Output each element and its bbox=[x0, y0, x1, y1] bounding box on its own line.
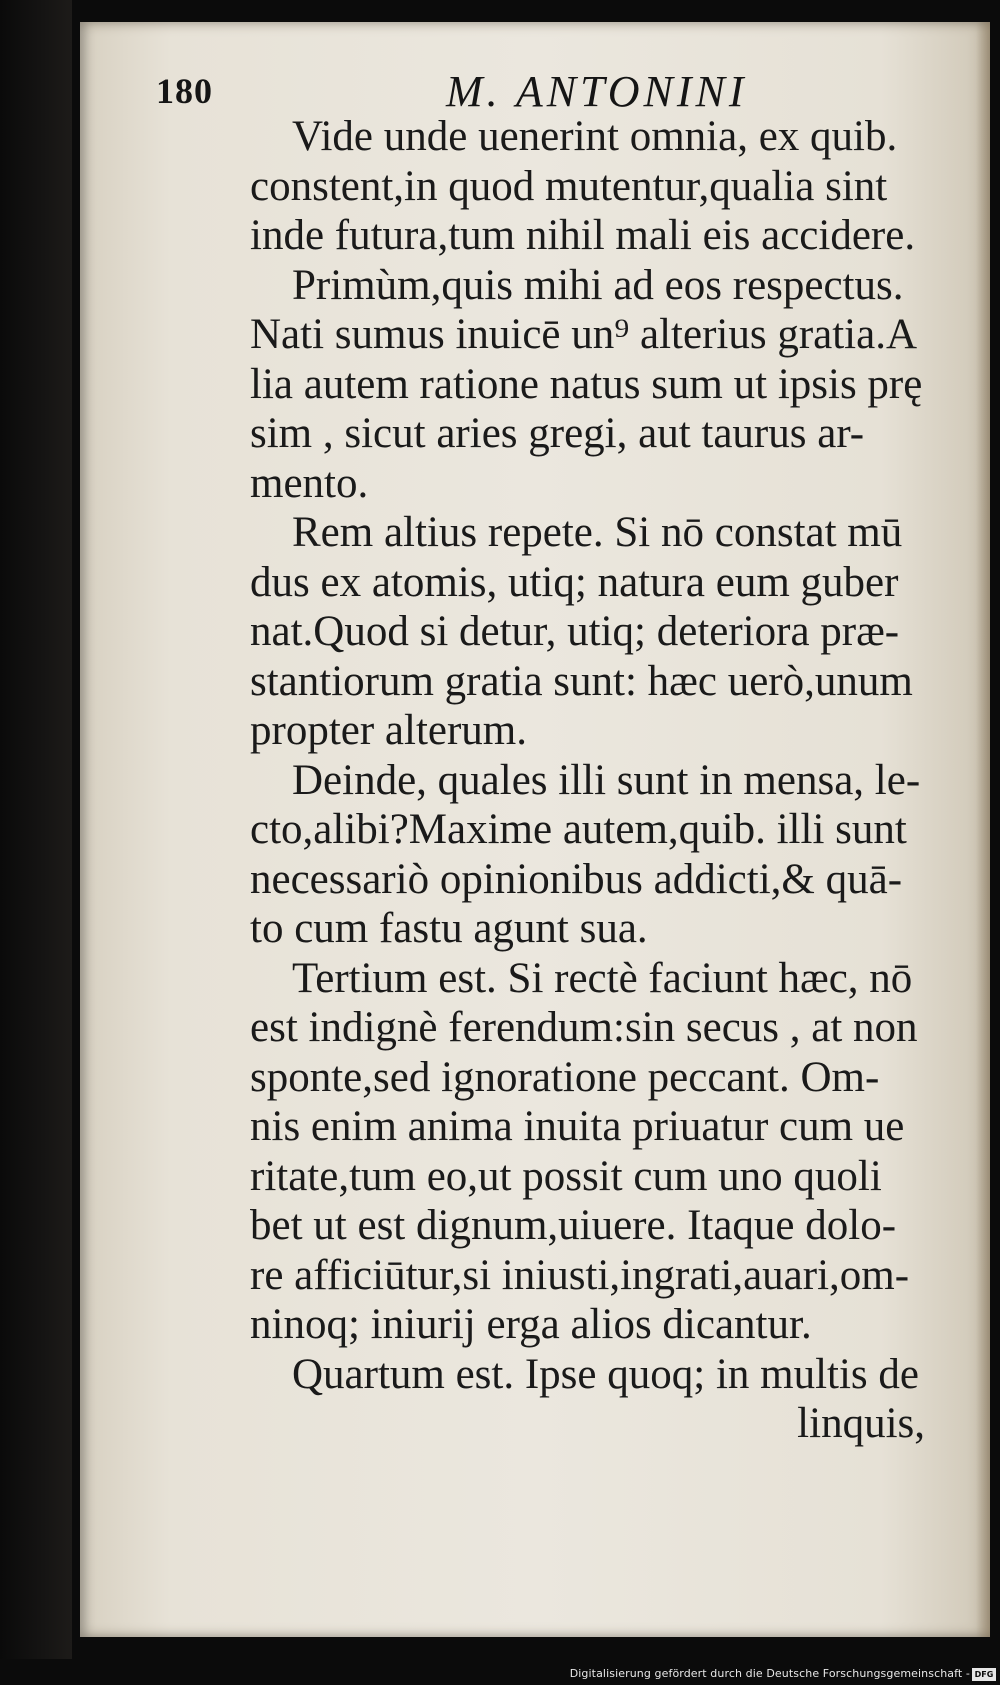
text-line: Rem altius repete. Si nō constat mū bbox=[292, 509, 903, 556]
text-line: ritate,tum eo,ut possit cum uno quoli bbox=[250, 1152, 882, 1200]
text-line: inde futura,tum nihil mali eis accidere. bbox=[250, 212, 916, 259]
text-line: ninoq; iniurij erga alios dicantur. bbox=[250, 1301, 812, 1348]
dfg-logo: DFG bbox=[972, 1668, 996, 1681]
text-line: Tertium est. Si rectè faciunt hæc, nō bbox=[292, 954, 913, 1002]
running-title: M. ANTONINI bbox=[446, 67, 748, 116]
text-line: linquis, bbox=[797, 1400, 925, 1447]
text-line: est indignè ferendum:sin secus , at non bbox=[250, 1004, 918, 1051]
text-line: Vide unde uenerint omnia, ex quib. bbox=[292, 113, 898, 160]
text-line: cto,alibi?Maxime autem,quib. illi sunt bbox=[250, 806, 907, 853]
text-line: mento. bbox=[250, 459, 369, 507]
text-line: necessariò opinionibus addicti,& quā- bbox=[250, 855, 903, 903]
text-line: sponte,sed ignoratione peccant. Om- bbox=[250, 1053, 880, 1101]
text-line: lia autem ratione natus sum ut ipsis prę bbox=[250, 360, 923, 408]
text-line: nat.Quod si detur, utiq; deteriora præ- bbox=[250, 608, 900, 655]
text-line: nis enim anima inuita priuatur cum ue bbox=[250, 1103, 905, 1150]
text-line: propter alterum. bbox=[250, 707, 528, 754]
page-number: 180 bbox=[156, 71, 213, 111]
book-gutter bbox=[0, 0, 72, 1685]
text-line: dus ex atomis, utiq; natura eum guber bbox=[250, 558, 899, 606]
footer-bar bbox=[0, 1659, 1000, 1685]
text-line: constent,in quod mutentur,qualia sint bbox=[250, 162, 888, 210]
text-line: Deinde, quales illi sunt in mensa, le- bbox=[292, 756, 921, 804]
text-line: re afficiūtur,si iniusti,ingrati,auari,om- bbox=[250, 1251, 910, 1299]
body-text bbox=[250, 112, 980, 1449]
text-line: bet ut est dignum,uiuere. Itaque dolo- bbox=[250, 1202, 897, 1249]
text-line: sim , sicut aries gregi, aut taurus ar- bbox=[250, 410, 865, 457]
text-line: Primùm,quis mihi ad eos respectus. bbox=[292, 261, 904, 309]
running-head bbox=[156, 66, 856, 116]
text-line: Nati sumus inuicē un⁹ alterius gratia.A bbox=[250, 311, 918, 358]
text-line: to cum fastu agunt sua. bbox=[250, 905, 648, 952]
footer-credit: Digitalisierung gefördert durch die Deutsche Forschungsgemeinschaft - bbox=[569, 1667, 970, 1680]
text-line: stantiorum gratia sunt: hæc uerò,unum bbox=[250, 657, 913, 705]
text-line: Quartum est. Ipse quoq; in multis de bbox=[292, 1350, 920, 1398]
